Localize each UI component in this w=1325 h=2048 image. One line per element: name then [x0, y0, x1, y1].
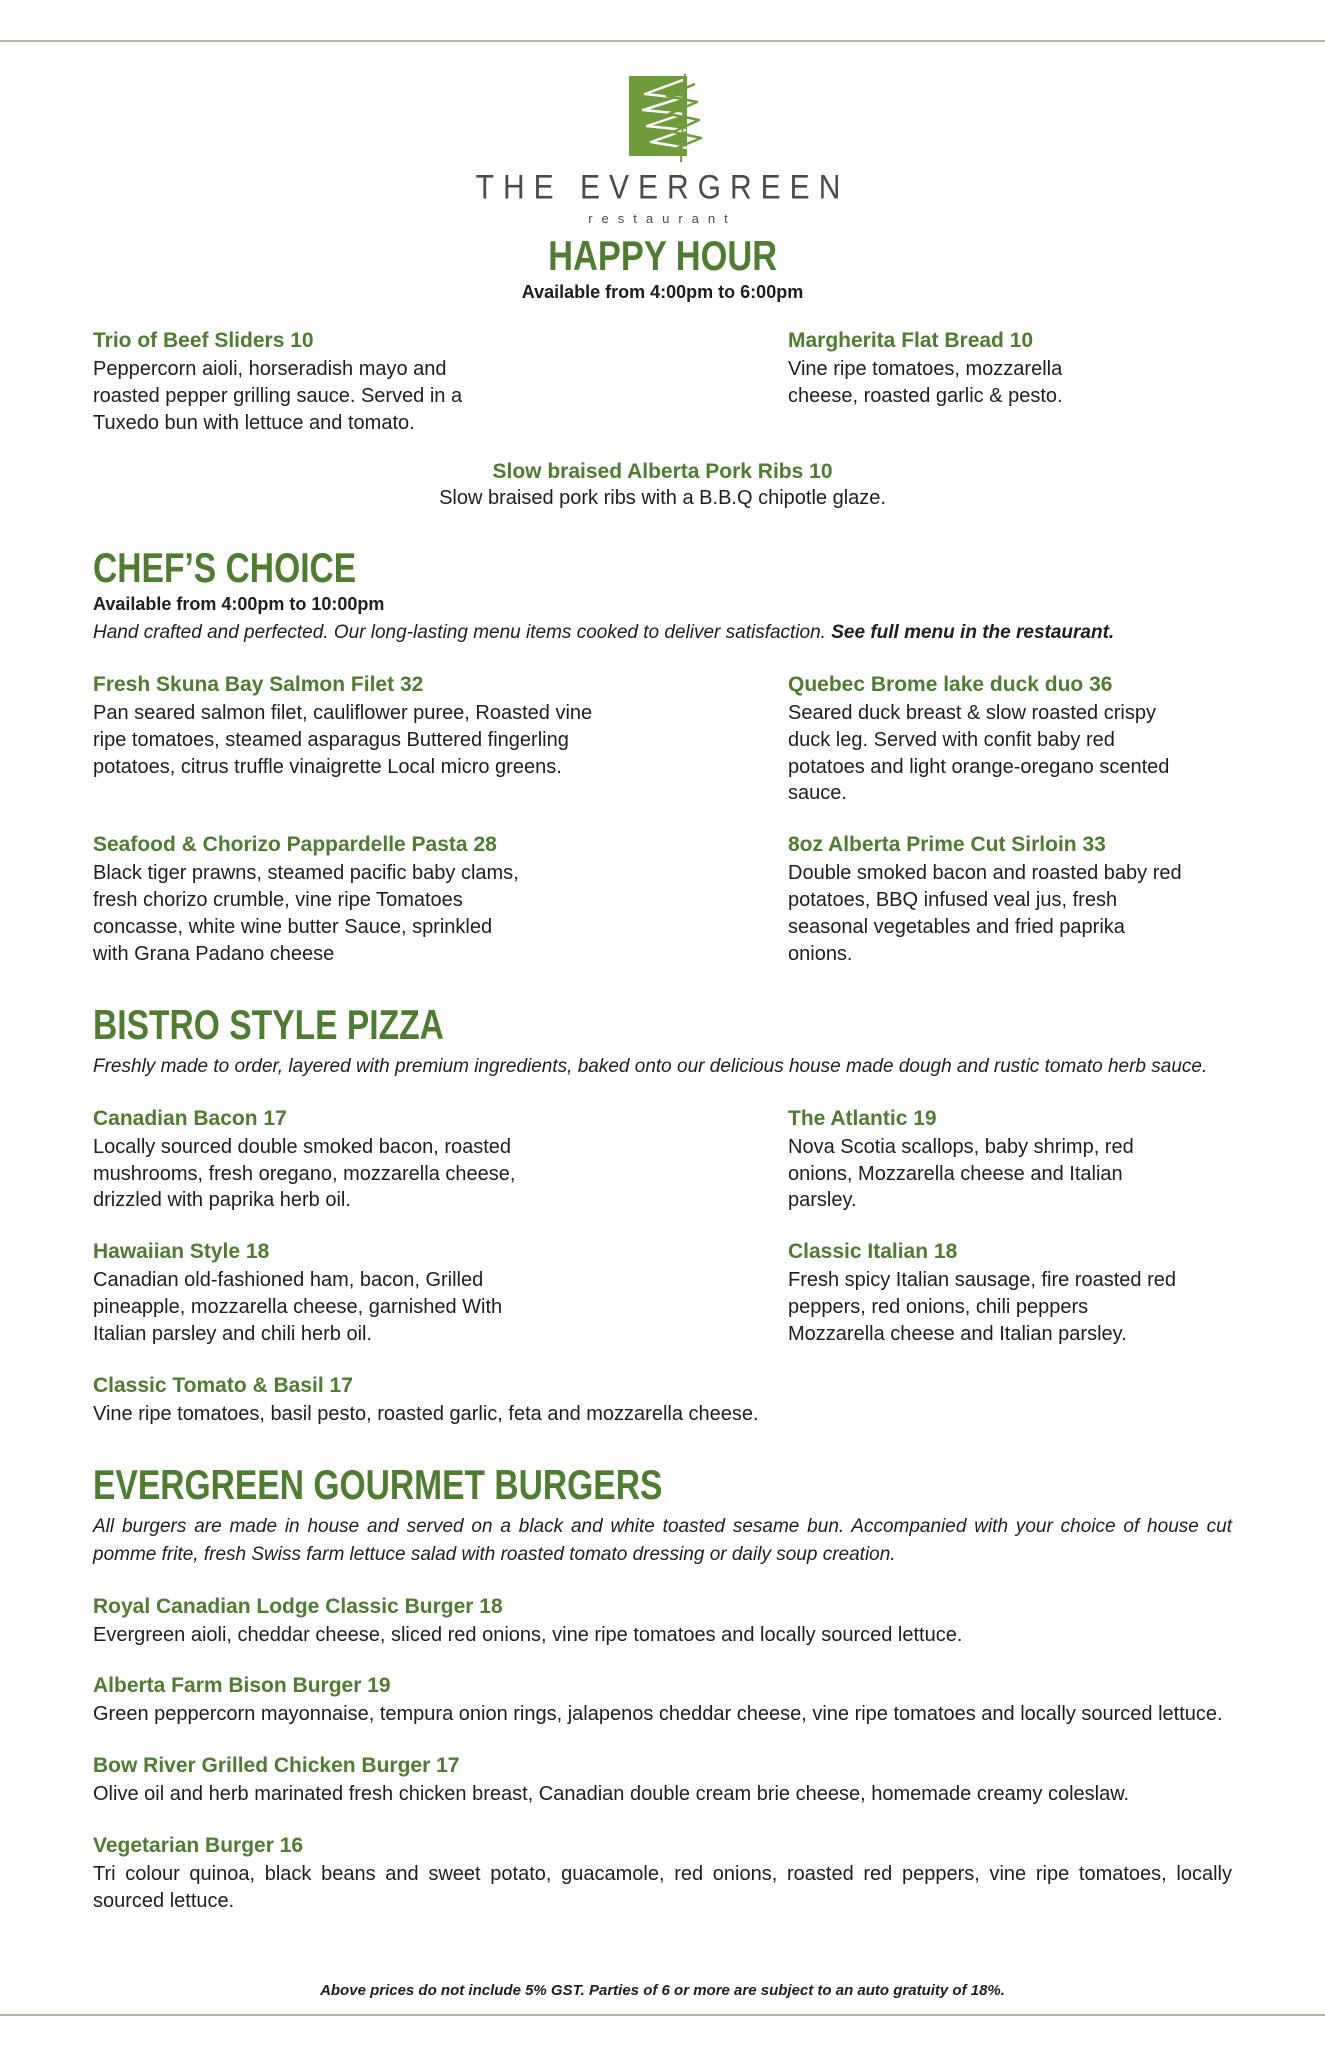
item-name-text: Seafood & Chorizo Pappardelle Pasta: [93, 833, 468, 857]
item-name: [788, 673, 1232, 697]
item-name: [93, 1834, 1232, 1858]
happy-hour-availability: Available from 4:00pm to 6:00pm: [521, 282, 804, 302]
intro-text: Hand crafted and perfected. Our long-lasting menu items cooked to deliver satisfaction.: [93, 622, 832, 644]
top-divider: [0, 40, 1325, 42]
menu-item-margherita-flat-bread: [788, 329, 1232, 436]
item-price: 16: [279, 1833, 304, 1857]
menu-item-salmon-filet: [93, 673, 788, 807]
item-description: Canadian old-fashioned ham, bacon, Grilled pineapple, mozzarella cheese, garnished With Italian parsley and chili herb oil.: [93, 1269, 503, 1345]
item-name: [93, 329, 788, 353]
chefs-choice-title: CHEF’S CHOICE: [93, 544, 357, 592]
happy-hour-title: HAPPY HOUR: [547, 232, 778, 279]
menu-item-hawaiian-style: [93, 1240, 788, 1347]
item-description: Slow braised pork ribs with a B.B.Q chipotle glaze.: [439, 487, 886, 510]
burgers-title: EVERGREEN GOURMET BURGERS: [93, 1461, 663, 1509]
bottom-divider: [0, 2014, 1325, 2016]
item-description: Evergreen aioli, cheddar cheese, sliced red onions, vine ripe tomatoes and locally sourced lettuce.: [93, 1623, 963, 1646]
item-description: Peppercorn aioli, horseradish mayo and roasted pepper grilling sauce. Served in a Tuxedo bun with lettuce and tomato.: [93, 358, 463, 434]
footer-note: Above prices do not include 5% GST. Parties of 6 or more are subject to an auto gratuity of 18%.: [320, 1982, 1005, 1999]
menu-item-royal-canadian-burger: [93, 1595, 1232, 1649]
item-name: [93, 1374, 1232, 1398]
brand-tagline: restaurant: [588, 211, 737, 226]
item-name: [93, 833, 788, 857]
menu-item-prime-cut-sirloin: [788, 833, 1232, 967]
item-name-text: Vegetarian Burger: [93, 1833, 274, 1857]
item-price: 33: [1082, 833, 1106, 857]
item-name-text: 8oz Alberta Prime Cut Sirloin: [788, 833, 1077, 857]
item-price: 10: [290, 329, 314, 352]
pizza-items-row-2: [93, 1214, 1232, 1347]
item-name-text: Alberta Farm Bison Burger: [93, 1674, 362, 1698]
menu-item-chicken-burger: [93, 1754, 1232, 1808]
item-price: 10: [1009, 329, 1034, 352]
intro-bold-text: See full menu in the restaurant.: [831, 622, 1115, 644]
item-name: [93, 1107, 788, 1131]
item-price: 17: [263, 1106, 287, 1130]
menu-item-pappardelle-pasta: [93, 833, 788, 967]
menu-item-pork-ribs: [93, 460, 1232, 510]
item-description: Green peppercorn mayonnaise, tempura onion rings, jalapenos cheddar cheese, vine ripe tomatoes and locally sourced lettuce.: [93, 1703, 1223, 1726]
item-description: Olive oil and herb marinated fresh chicken breast, Canadian double cream brie cheese, homemade creamy coleslaw.: [93, 1783, 1130, 1806]
item-description: Pan seared salmon filet, cauliflower puree, Roasted vine ripe tomatoes, steamed asparagus Buttered fingerling potatoes, citrus truffle vinaigrette Local micro greens.: [93, 701, 593, 778]
item-description: Locally sourced double smoked bacon, roasted mushrooms, fresh oregano, mozzarella cheese, drizzled with paprika herb oil.: [93, 1135, 516, 1212]
chefs-choice-items-row-1: [93, 647, 1232, 807]
item-price: 36: [1089, 672, 1113, 696]
menu-item-the-atlantic: [788, 1107, 1232, 1214]
item-name: [788, 833, 1232, 857]
menu-item-vegetarian-burger: [93, 1834, 1232, 1915]
menu-item-bison-burger: [93, 1674, 1232, 1728]
item-name-text: Canadian Bacon: [93, 1106, 258, 1130]
item-price: 19: [913, 1106, 937, 1130]
chefs-choice-intro: [93, 619, 1232, 647]
item-name: [93, 1754, 1232, 1778]
item-price: 18: [933, 1240, 958, 1264]
item-description: Fresh spicy Italian sausage, fire roasted red peppers, red onions, chili peppers Mozzarella cheese and Italian parsley.: [788, 1269, 1176, 1345]
chefs-choice-availability: Available from 4:00pm to 10:00pm: [93, 594, 385, 615]
item-name: [788, 1240, 1232, 1264]
item-name-text: Bow River Grilled Chicken Burger: [93, 1754, 431, 1778]
chefs-choice-items-row-2: [93, 807, 1232, 967]
menu-item-tomato-basil: [93, 1374, 1232, 1428]
item-name-text: Royal Canadian Lodge Classic Burger: [93, 1594, 474, 1618]
evergreen-tree-icon: [599, 72, 727, 169]
brand-name: THE EVERGREEN: [475, 168, 850, 207]
item-price: 32: [399, 672, 424, 696]
item-price: 17: [329, 1373, 353, 1397]
item-price: 10: [809, 460, 833, 484]
item-name: [93, 460, 1232, 484]
item-name: [93, 673, 788, 697]
item-name-text: Hawaiian Style: [93, 1240, 241, 1264]
item-name-text: Trio of Beef Sliders: [93, 329, 285, 352]
item-name: [788, 329, 1232, 353]
item-name-text: Fresh Skuna Bay Salmon Filet: [93, 672, 395, 696]
burgers-intro: All burgers are made in house and served on a black and white toasted sesame bun. Accompanied with your choice of house cut pomme frite, fresh Swiss farm lettuce salad with roasted tomato dressing or daily soup creation.: [93, 1516, 1232, 1565]
menu-item-canadian-bacon: [93, 1107, 788, 1214]
item-name: [93, 1595, 1232, 1619]
item-price: 18: [245, 1240, 270, 1264]
item-description: Seared duck breast & slow roasted crispy duck leg. Served with confit baby red potatoes and light orange-oregano scented sauce.: [788, 701, 1170, 805]
item-name: [93, 1674, 1232, 1698]
item-description: Vine ripe tomatoes, mozzarella cheese, roasted garlic & pesto.: [788, 358, 1063, 407]
pizza-section: [93, 1001, 1232, 1427]
menu-item-duck-duo: [788, 673, 1232, 807]
item-name: [788, 1107, 1232, 1131]
menu-item-classic-italian: [788, 1240, 1232, 1347]
item-name-text: Slow braised Alberta Pork Ribs: [492, 460, 804, 484]
item-price: 17: [436, 1754, 460, 1778]
item-description: Double smoked bacon and roasted baby red potatoes, BBQ infused veal jus, fresh seasonal vegetables and fried paprika onions.: [788, 862, 1182, 965]
item-description: Tri colour quinoa, black beans and sweet potato, guacamole, red onions, roasted red peppers, vine ripe tomatoes, locally sourced lettuce.: [93, 1862, 1232, 1912]
pizza-intro: Freshly made to order, layered with premium ingredients, baked onto our delicious house made dough and rustic tomato herb sauce.: [93, 1056, 1208, 1078]
item-name-text: Margherita Flat Bread: [788, 329, 1004, 352]
item-name-text: The Atlantic: [788, 1106, 908, 1130]
item-name-text: Classic Italian: [788, 1240, 929, 1264]
item-price: 28: [473, 833, 497, 857]
item-description: Nova Scotia scallops, baby shrimp, red onions, Mozzarella cheese and Italian parsley.: [788, 1135, 1134, 1212]
item-description: Vine ripe tomatoes, basil pesto, roasted garlic, feta and mozzarella cheese.: [93, 1402, 759, 1425]
item-name-text: Classic Tomato & Basil: [93, 1373, 324, 1397]
item-name: [93, 1240, 788, 1264]
happy-hour-section: [93, 232, 1232, 280]
item-price: 19: [367, 1674, 391, 1698]
pizza-items-row-1: [93, 1081, 1232, 1214]
logo: [93, 72, 1232, 226]
pizza-title: BISTRO STYLE PIZZA: [93, 1001, 444, 1049]
menu-item-trio-of-beef-sliders: [93, 329, 788, 436]
happy-hour-items: [93, 303, 1232, 436]
chefs-choice-section: [93, 544, 1232, 967]
item-name-text: Quebec Brome lake duck duo: [788, 672, 1084, 696]
item-description: Black tiger prawns, steamed pacific baby clams, fresh chorizo crumble, vine ripe Tomatoes concasse, white wine butter Sauce, sprinkled with Grana Padano cheese: [93, 862, 519, 965]
burgers-section: [93, 1461, 1232, 1914]
item-price: 18: [479, 1594, 503, 1618]
